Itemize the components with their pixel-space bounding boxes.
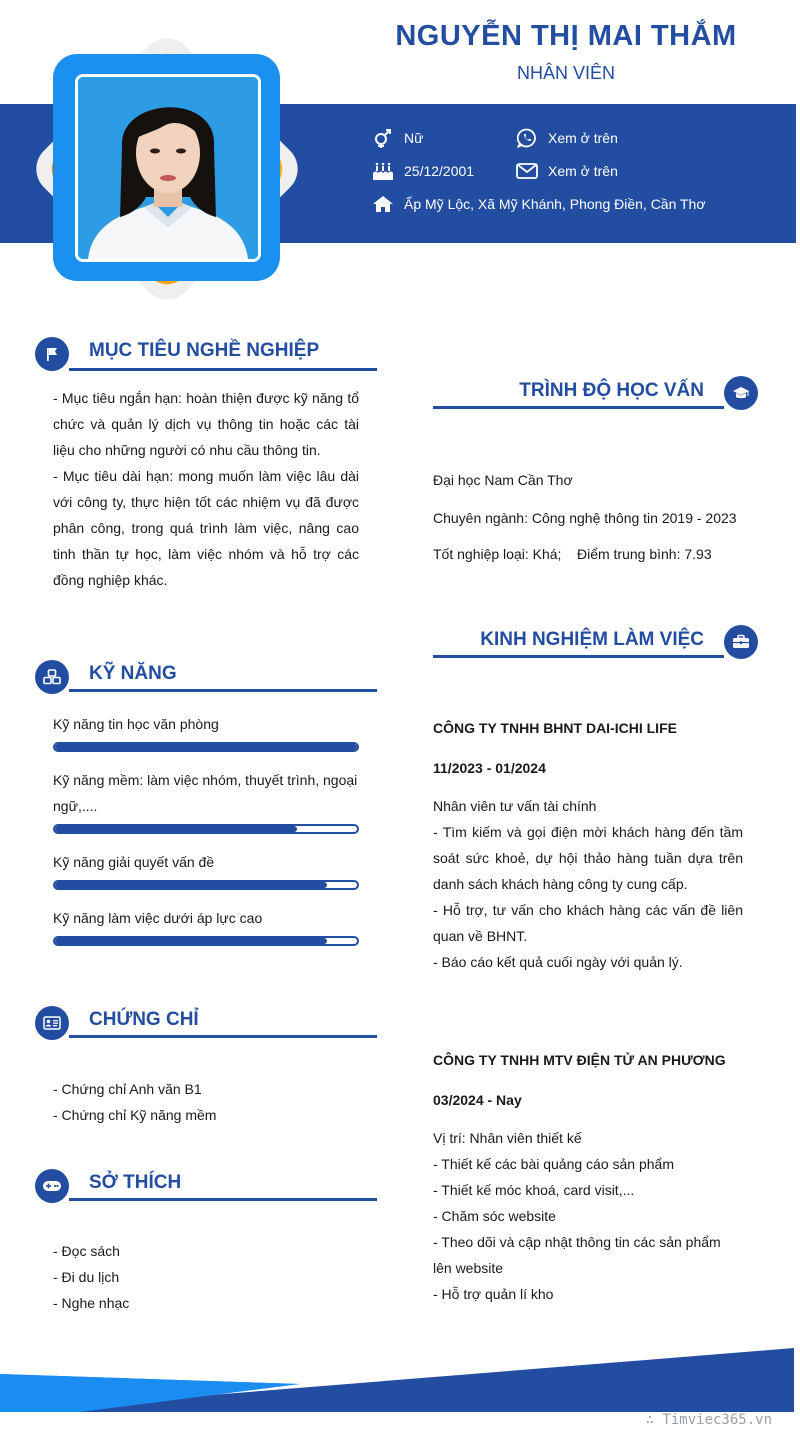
skill-name: Kỹ năng làm việc dưới áp lực cao xyxy=(53,910,263,926)
contact-gender xyxy=(372,128,423,148)
contact-birthday xyxy=(372,161,474,181)
section-skills-header xyxy=(35,658,377,694)
skill-bar xyxy=(53,936,359,946)
skill-bar-fill xyxy=(55,938,327,944)
hobby-item: - Nghe nhạc xyxy=(53,1295,130,1311)
skill-name: Kỹ năng tin học văn phòng xyxy=(53,716,219,732)
phone-text: Xem ở trên xyxy=(548,130,618,146)
job-company: CÔNG TY TNHH MTV ĐIỆN TỬ AN PHƯƠNG xyxy=(433,1052,726,1068)
section-divider xyxy=(69,1198,377,1201)
phone-icon xyxy=(516,128,538,148)
section-divider xyxy=(433,406,724,409)
job-company: CÔNG TY TNHH BHNT DAI-ICHI LIFE xyxy=(433,720,677,736)
section-hobbies-header xyxy=(35,1167,377,1203)
section-certificates-title: CHỨNG CHỈ xyxy=(89,1009,199,1030)
education-graduation: Tốt nghiệp loại: Khá; Điểm trung bình: 7.93 xyxy=(433,546,712,562)
skill-bar-fill xyxy=(55,744,357,750)
job-detail: - Hỗ trợ, tư vấn cho khách hàng các vấn đề liên quan về BHNT. xyxy=(433,902,743,944)
contact-email xyxy=(516,161,618,181)
education-major: Chuyên ngành: Công nghệ thông tin 2019 - 2023 xyxy=(433,510,737,526)
candidate-name: NGUYỄN THỊ MAI THẮM xyxy=(395,20,737,52)
section-skills-title: KỸ NĂNG xyxy=(89,663,177,684)
education-school: Đại học Nam Cần Thơ xyxy=(433,472,573,488)
address-text: Ấp Mỹ Lộc, Xã Mỹ Khánh, Phong Điền, Cần Thơ xyxy=(404,196,706,212)
job-detail: - Báo cáo kết quả cuối ngày với quản lý. xyxy=(433,954,683,970)
watermark: ∴ Timviec365.vn xyxy=(645,1412,772,1428)
hobby-item: - Đi du lịch xyxy=(53,1269,120,1285)
graduation-cap-icon xyxy=(724,376,758,410)
profile-photo xyxy=(75,74,261,262)
job-detail: - Tìm kiếm và gọi điện mời khách hàng đến tầm soát sức khoẻ, dự hội thảo hàng tuần dựa trên danh sách khách hàng công ty cung cấp. xyxy=(433,824,743,892)
candidate-position: NHÂN VIÊN xyxy=(516,63,615,83)
email-icon xyxy=(516,161,538,181)
section-divider xyxy=(69,368,377,371)
birthday-cake-icon xyxy=(372,161,394,181)
gender-text: Nữ xyxy=(404,130,424,146)
skill-bar xyxy=(53,880,359,890)
briefcase-icon xyxy=(724,625,758,659)
section-education-title: TRÌNH ĐỘ HỌC VẤN xyxy=(519,380,704,401)
job-detail: - Thiết kế các bài quảng cáo sản phẩm xyxy=(433,1156,675,1172)
job-detail: - Thiết kế móc khoá, card visit,... xyxy=(433,1182,635,1198)
section-objective-header xyxy=(35,335,377,371)
section-education-header xyxy=(433,375,758,411)
photo-frame xyxy=(26,28,308,310)
certificate-item: - Chứng chỉ Kỹ năng mềm xyxy=(53,1107,217,1123)
job-period: 03/2024 - Nay xyxy=(433,1092,522,1108)
home-icon xyxy=(372,194,394,214)
skill-bar-fill xyxy=(55,882,327,888)
gamepad-icon xyxy=(35,1169,69,1203)
objective-long-term: - Mục tiêu dài hạn: mong muốn làm việc lâu dài với công ty, thực hiện tốt các nhiệm vụ đã được phân công, trong quá trình làm việc, nâng cao tinh thần tự học, làm việc nhóm và hỗ trợ các đồng nghiệp khác. xyxy=(53,468,359,588)
job-detail: - Theo dõi và cập nhật thông tin các sản phẩm lên website xyxy=(433,1234,721,1276)
footer-decoration xyxy=(0,1346,800,1412)
job-detail: - Chăm sóc website xyxy=(433,1208,556,1224)
id-card-icon xyxy=(35,1006,69,1040)
objective-short-term: - Mục tiêu ngắn hạn: hoàn thiện được kỹ năng tổ chức và quản lý dịch vụ thông tin hoặc các tài liệu cho những người có nhu cầu thông tin. xyxy=(53,390,359,458)
contact-address xyxy=(372,194,706,214)
skill-name: Kỹ năng mềm: làm việc nhóm, thuyết trình, ngoại ngữ,.... xyxy=(53,772,358,814)
skill-bar xyxy=(53,824,359,834)
section-hobbies-title: SỞ THÍCH xyxy=(89,1172,182,1193)
skill-name: Kỹ năng giải quyết vấn đề xyxy=(53,854,215,870)
skill-bar xyxy=(53,742,359,752)
email-text: Xem ở trên xyxy=(548,163,618,179)
section-certificates-header xyxy=(35,1004,377,1040)
flag-icon xyxy=(35,337,69,371)
cubes-icon xyxy=(35,660,69,694)
section-divider xyxy=(433,655,724,658)
section-experience-title: KINH NGHIỆM LÀM VIỆC xyxy=(480,629,704,650)
skill-bar-fill xyxy=(55,826,297,832)
job-detail: Nhân viên tư vấn tài chính xyxy=(433,798,597,814)
section-objective-title: MỤC TIÊU NGHỀ NGHIỆP xyxy=(89,340,320,361)
job-detail: - Hỗ trợ quản lí kho xyxy=(433,1286,554,1302)
section-experience-header xyxy=(433,624,758,660)
job-detail: Vị trí: Nhân viên thiết kế xyxy=(433,1130,582,1146)
job-period: 11/2023 - 01/2024 xyxy=(433,760,546,776)
birthday-text: 25/12/2001 xyxy=(404,163,475,179)
hobby-item: - Đọc sách xyxy=(53,1243,120,1259)
section-divider xyxy=(69,689,377,692)
section-divider xyxy=(69,1035,377,1038)
certificate-item: - Chứng chỉ Anh văn B1 xyxy=(53,1081,202,1097)
contact-phone xyxy=(516,128,618,148)
gender-icon xyxy=(372,128,394,148)
